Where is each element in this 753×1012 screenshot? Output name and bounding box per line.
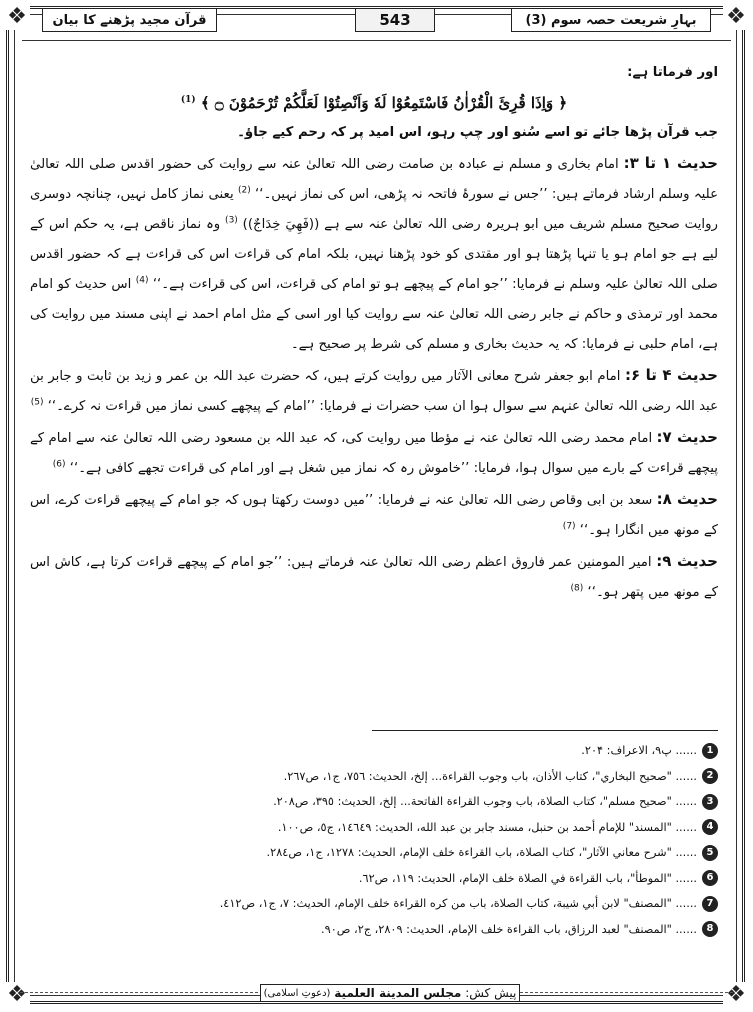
footnote-ref: (7) xyxy=(562,521,576,532)
footnote-text: ...... "صحيح مسلم"، كتاب الصلاة، باب وجوب القراءة الفاتحة... إلخ، الحديث: ٣٩٥، ص٢٠٨. xyxy=(273,795,697,808)
quran-verse xyxy=(30,88,718,118)
footnote-divider xyxy=(372,730,718,731)
footnote-text: ...... "الموطأ"، باب القراءة في الصلاة خلف الإمام، الحديث: ١١٩، ص٦٢. xyxy=(358,871,697,885)
corner-ornament-icon: ❖ xyxy=(4,4,30,30)
hadith-text: امام ابو جعفر شرح معانی الآثار میں روایت کرتے ہیں، کہ حضرت عبد اللہ بن عمر و زید بن ثابت و جابر بن عبد اللہ رضی اللہ تعالیٰ عنہم سے سوال ہوا ان سب حضرات نے فرمایا: ’’امام کے پیچھے کسی نماز میں قراءت نہ کرے۔‘‘ xyxy=(30,369,718,414)
footnote-ref: (2) xyxy=(237,185,251,196)
footnote-ref: (5) xyxy=(30,397,44,408)
footnote-text: ...... "المسند" للإمام أحمد بن حنبل، مسند جابر بن عبد الله، الحديث: ١٤٦٤٩، ج٥، ص١٠٠. xyxy=(277,820,697,834)
hadith-4-6 xyxy=(30,360,718,422)
footnote-number: 7 xyxy=(702,896,718,912)
publisher-box xyxy=(260,984,520,1002)
main-text xyxy=(30,58,718,608)
footnote-item xyxy=(30,840,718,866)
footnote-item xyxy=(30,917,718,943)
footnote-number: 2 xyxy=(702,768,718,784)
hadith-1-3 xyxy=(30,148,718,360)
footnote-item xyxy=(30,815,718,841)
footnote-item xyxy=(30,789,718,815)
hadith-label: حدیث ۴ تا ۶: xyxy=(624,366,718,384)
footnote-ref: (4) xyxy=(135,275,149,286)
footnote-item xyxy=(30,764,718,790)
hadith-text: یعنی نماز کامل نہیں، چنانچہ دوسری روایت صحیح مسلم شریف میں ابو ہریرہ رضی اللہ تعالیٰ عنہ سے ہے ((فَھِيَ خِدَاجٌ)) xyxy=(30,187,718,232)
corner-ornament-icon: ❖ xyxy=(4,982,30,1008)
verse-text: ﴿ وَاِذَا قُرِئَ الْقُرْاٰنُ فَاسْتَمِعُوْا لَهٗ وَاَنْصِتُوْا لَعَلَّكُمْ تُرْحَمُوْنَ ۝ ﴾ xyxy=(200,94,568,112)
hadith-text: امام بخاری و مسلم نے عبادہ بن صامت رضی اللہ تعالیٰ عنہ سے روایت کی حضور اقدس صلی اللہ تعالیٰ علیہ وسلم ارشاد فرماتے ہیں: ’’جس نے سورۂ فاتحہ نہ پڑھی، اس کی نماز نہیں۔‘‘ xyxy=(30,157,718,202)
footnote-item xyxy=(30,891,718,917)
page-number: 543 xyxy=(355,8,435,32)
footnotes xyxy=(30,738,718,942)
footnote-number: 4 xyxy=(702,819,718,835)
footnote-number: 1 xyxy=(702,743,718,759)
footnote-ref: (6) xyxy=(52,459,66,470)
footnote-number: 3 xyxy=(702,794,718,810)
verse-translation: جب قرآن پڑھا جائے تو اسے سُنو اور چپ رہو، اس امید پر کہ رحم کیے جاؤ۔ xyxy=(237,125,718,140)
corner-ornament-icon: ❖ xyxy=(723,982,749,1008)
footnote-ref: (8) xyxy=(570,583,584,594)
footnote-item xyxy=(30,738,718,764)
footnote-number: 6 xyxy=(702,870,718,886)
footnote-text: ...... "شرح معاني الآثار"، كتاب الصلاة، باب القراءة خلف الإمام، الحديث: ١٢٧٨، ج١، ص٢٨٤. xyxy=(266,846,697,859)
header-divider xyxy=(22,40,731,41)
hadith-text: وہ نماز ناقص ہے، یہ حکم اس کے لیے ہے جو امام ہو یا تنہا پڑھتا ہو اور مقتدی کو خود پڑھنا نہیں، بلکہ امام کی قراءت اس کی قراءت ہے کہ حضور اقدس صلی اللہ تعالیٰ علیہ وسلم نے فرمایا: ’’جو امام کے پیچھے ہو تو امام کی قراءت، اس کی قراءت ہے۔‘‘ xyxy=(30,217,718,292)
footnote-ref: (3) xyxy=(225,215,238,226)
footnote-ref: (1) xyxy=(180,95,196,105)
footnote-text: ...... پ۹، الاعراف: ۲۰۴. xyxy=(581,744,697,757)
hadith-label: حدیث ۸: xyxy=(656,490,718,508)
page-header xyxy=(20,6,733,36)
hadith-9 xyxy=(30,546,718,608)
hadith-label: حدیث ۷: xyxy=(656,428,718,446)
footnote-number: 5 xyxy=(702,845,718,861)
publisher-note: (دعوتِ اسلامی) xyxy=(263,987,331,999)
hadith-8 xyxy=(30,484,718,546)
chapter-title: قرآن مجید پڑھنے کا بیان xyxy=(42,8,217,32)
book-title: بہارِ شریعت حصہ سوم (3) xyxy=(511,8,711,32)
intro-line: اور فرماتا ہے: xyxy=(627,65,718,80)
hadith-7 xyxy=(30,422,718,484)
corner-ornament-icon: ❖ xyxy=(723,4,749,30)
footnote-text: ...... "المصنف" لعبد الرزاق، باب القراءة خلف الإمام، الحديث: ٢٨٠٩، ج٢، ص٩٠. xyxy=(321,922,697,936)
page-footer xyxy=(20,984,733,1004)
hadith-text: اس حدیث کو امام محمد اور ترمذی و حاکم نے جابر رضی اللہ تعالیٰ عنہ سے روایت کیا اور اسی کے مثل امام احمد نے اپنی مسند میں روایت کی ہے، امام حلبی نے فرمایا: کہ یہ حدیث بخاری و مسلم کی شرط پر صحیح ہے۔ xyxy=(30,277,718,352)
presenter-label: پیش کش: xyxy=(465,986,517,1000)
publisher-name: مجلس المدينة العلمية xyxy=(334,986,462,1000)
footnote-number: 8 xyxy=(702,921,718,937)
hadith-text: امام محمد رضی اللہ تعالیٰ عنہ نے مؤطا میں روایت کی، کہ عبد اللہ بن مسعود رضی اللہ تعالیٰ عنہ سے امام کے پیچھے قراءت کے بارے میں سوال ہوا، فرمایا: ’’خاموش رہ کہ نماز میں شغل ہے اور امام کی قراءت تجھے کافی ہے۔‘‘ xyxy=(30,431,718,476)
hadith-text: امیر المومنین عمر فاروق اعظم رضی اللہ تعالیٰ عنہ فرماتے ہیں: ’’جو امام کے پیچھے قراءت کرتا ہے، کاش اس کے مونھ میں پتھر ہو۔‘‘ xyxy=(30,555,718,600)
footnote-text: ...... "المصنف" لابن أبي شيبة، كتاب الصلاة، باب من كره القراءة خلف الإمام، الحديث: ٧، ج١، ص٤١٢. xyxy=(219,897,697,910)
footnote-text: ...... "صحيح البخاري"، كتاب الأذان، باب وجوب القراءة... إلخ، الحديث: ٧٥٦، ج١، ص٢٦٧. xyxy=(283,769,697,783)
hadith-text: سعد بن ابی وقاص رضی اللہ تعالیٰ عنہ نے فرمایا: ’’میں دوست رکھتا ہوں کہ جو امام کے پیچھے قراءت کرے، اس کے مونھ میں انگارا ہو۔‘‘ xyxy=(30,493,718,538)
footnote-item xyxy=(30,866,718,892)
hadith-label: حدیث ۱ تا ۳: xyxy=(623,154,718,172)
hadith-label: حدیث ۹: xyxy=(656,552,718,570)
